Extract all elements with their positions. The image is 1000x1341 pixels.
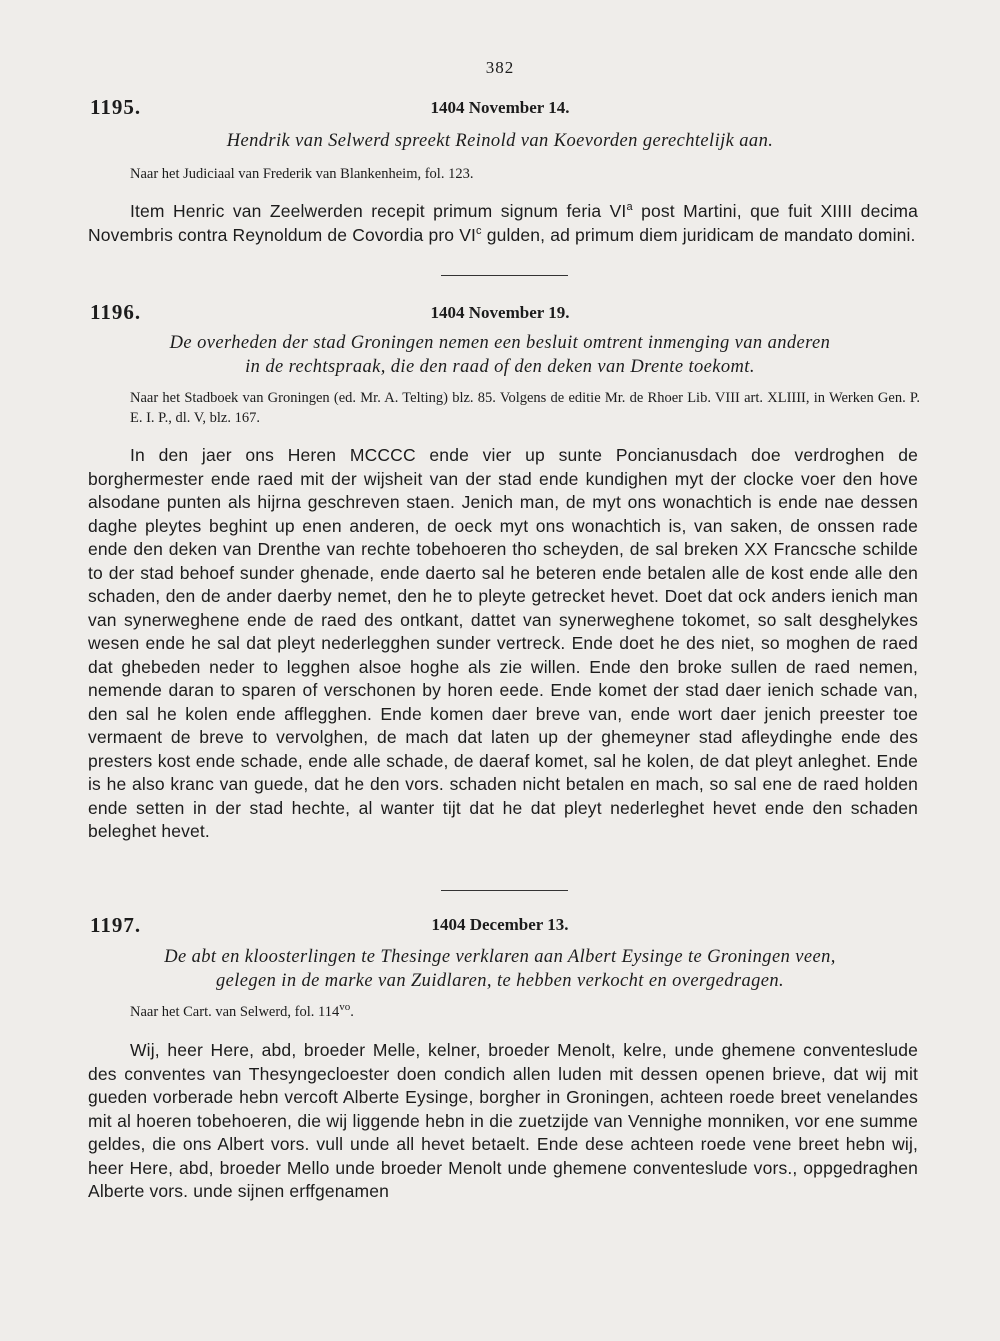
entry-text-part: gulden, ad primum diem juridicam de mandato domini. (481, 224, 916, 245)
entry-number: 1197. (90, 913, 142, 937)
entry-date: 1404 November 14. (430, 98, 570, 117)
entry-source-end: . (350, 1004, 354, 1020)
entry-source: Naar het Stadboek van Groningen (ed. Mr. A. Telting) blz. 85. Volgens de editie Mr. de Rhoer Lib. VIII art. XLIIII, in Werken Gen. P. E. I. P., dl. V, blz. 167. (130, 390, 920, 426)
superscript: c (476, 224, 482, 237)
entry-title: Hendrik van Selwerd spreekt Reinold van Koevorden gerechtelijk aan. (226, 131, 774, 151)
entry-date: 1404 December 13. (431, 915, 569, 934)
divider (441, 275, 568, 276)
entry-source-text: Naar het Cart. van Selwerd, fol. 114 (130, 1004, 340, 1020)
entry-number: 1195. (90, 95, 142, 119)
entry-title-line: De overheden der stad Groningen nemen een besluit omtrent inmenging van anderen (169, 333, 831, 353)
superscript: vo (339, 1001, 351, 1014)
entry-text-part: post Martini, que fuit XIIII decima Novembris contra Reynoldum de Covordia pro VI (88, 201, 918, 245)
entry-title-line: gelegen in de marke van Zuidlaren, te hebben verkocht en overgedragen. (215, 971, 785, 991)
entry-source: Naar het Judiciaal van Frederik van Blankenheim, fol. 123. (130, 166, 474, 182)
entry-title (80, 945, 920, 993)
entry-text-part: Item Henric van Zeelwerden recepit primum signum feria VI (130, 201, 627, 221)
divider (441, 890, 568, 891)
entry-date: 1404 November 19. (430, 303, 570, 322)
entry-source (130, 1002, 920, 1022)
entry-text (88, 200, 918, 247)
entry-text: Wij, heer Here, abd, broeder Melle, kelner, broeder Menolt, kelre, unde ghemene conventeslude des conventes van Thesyngecloester doen condich allen luden mit dessen openen brieve, dat wij mit gueden vorberade hebn vercoft Alberte Eysinge, borgher in Groningen, achteen roede breet venelandes mit al hoeren tobehoeren, die wij liggende hebn in die zuetzijde van Vennighe monniken, vor ene summe geldes, die ons Albert vors. vull unde all hevet betaelt. Ende dese achteen roede vene breet hebn wij, heer Here, abd, broeder Mello unde broeder Menolt unde ghemene conventeslude vors., oppgedraghen Alberte vors. unde sijnen erffgenamen (88, 1040, 918, 1201)
page-number: 382 (485, 58, 515, 77)
superscript: a (626, 201, 633, 214)
entry-title (80, 331, 920, 379)
entry-text: In den jaer ons Heren MCCCC ende vier up sunte Poncianusdach doe verdroghen de borghermester ende raed mit der wijsheit van der stad ende kundighen myt der clocke voer den hove alsodane punten als hijrna geschreven staen. Jenich man, de myt ons wonachtich is ende nae dessen daghe pleytes beghint up enen anderen, de oeck myt ons wonachtich is, van saken, de onssen rade ende den deken van Drenthe van rechte tobehoeren tho scheyden, de sal breken XX Francsche schilde to der stad behoef sunder ghenade, ende daerto sal he beteren ende betalen alle de kost ende alle den schaden, den de ander daerby nemet, den he to pleyte getrecket hevet. Doet dat ock anders ienich man van synerweghene ende de raed des ontkant, dattet van synerweghene tokomet, so salt desghelykes wesen ende he sal dat pleyt nederlegghen sunder vertreck. Ende doet he des niet, so moghen de raed dat ghebeden neder to legghen alsoe hoghe als zie willen. Ende den broke sullen de raed nemen, nemende daran to sparen of verschonen by horen eede. Ende komet der stad daer ienich schade van, den sal he kolen ende afflegghen. Ende komen daer breve van, ende wort daer jenich preester toe vermaent de breve to vervolghen, de mach dat laten up der ghemeyner stad afleydinghe ende des presters kost ende schade, ende alle schade, de daeraf komet, sal he kolen, de dat pleyt anleghet. Ende is he also kranc van guede, dat he den vors. schaden nicht betalen en mach, so sal ene de raed holden ende setten in der stad hechte, al wanter tijt dat he dat pleyt nederleghet hevet ende den schaden beleghet hevet. (88, 445, 918, 841)
entry-title-line: in de rechtspraak, die den raad of den deken van Drente toekomt. (245, 357, 755, 377)
entry-number: 1196. (90, 300, 142, 324)
entry-title-line: De abt en kloosterlingen te Thesinge verklaren aan Albert Eysinge te Groningen veen, (164, 947, 836, 967)
